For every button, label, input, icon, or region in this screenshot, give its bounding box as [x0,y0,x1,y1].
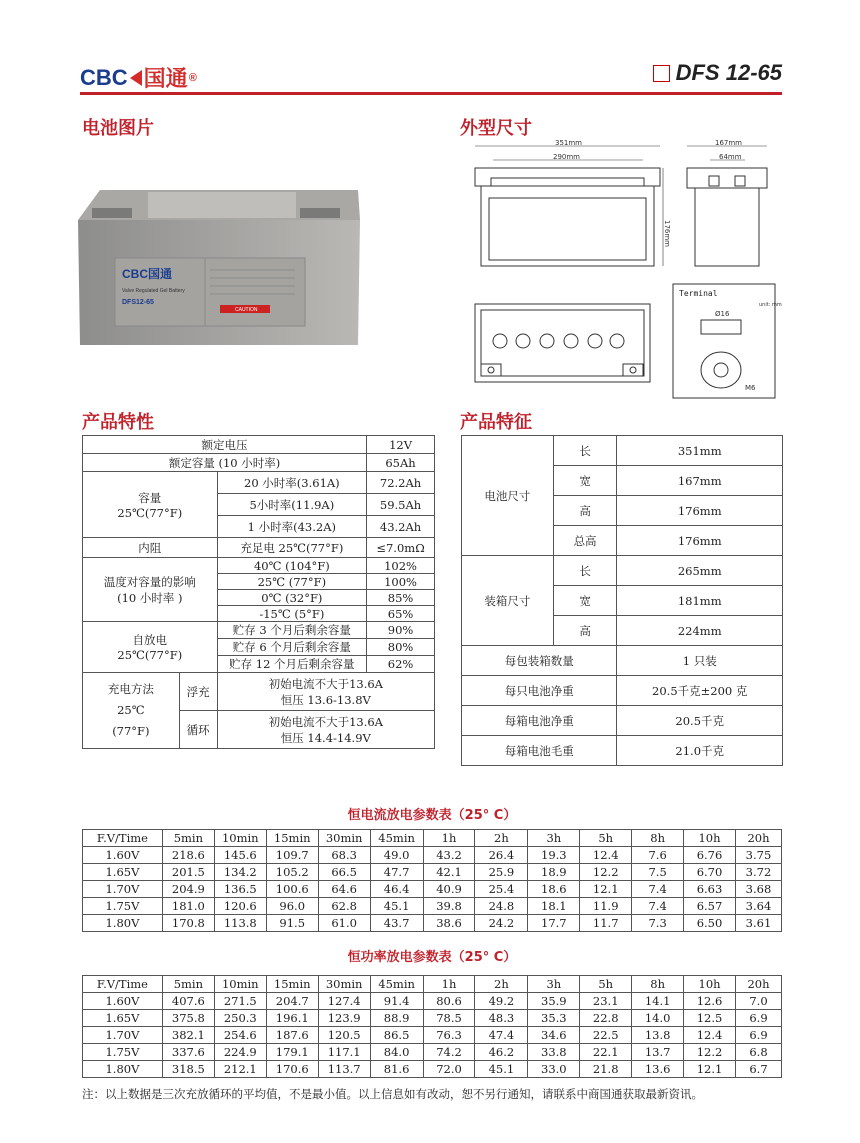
value-cell: 23.1 [580,993,632,1010]
cycle-spec: 初始电流不大于13.6A 恒压 14.4-14.9V [217,711,434,749]
value-cell: 12.4 [684,1027,736,1044]
capacity-value: 59.5Ah [367,494,435,516]
value-cell: 26.4 [475,847,528,864]
table-row [83,847,782,864]
voltage-cell: 1.70V [83,1027,163,1044]
battery-photo [70,140,390,360]
rated-voltage-label: 额定电压 [83,436,367,454]
internal-resistance-label: 内阻 [83,538,218,558]
registered-mark: ® [188,71,197,84]
value-cell: 271.5 [214,993,266,1010]
value-cell: 18.9 [528,864,580,881]
dimension-drawing [465,138,785,408]
model-name: DFS 12-65 [675,60,782,85]
value-cell: 3.75 [735,847,781,864]
value-cell: 12.2 [684,1044,736,1061]
size-key: 总高 [553,526,617,556]
header-cell: 5h [580,976,632,993]
value-cell: 35.9 [528,993,580,1010]
box-key: 宽 [553,586,617,616]
value-cell: 212.1 [214,1061,266,1078]
value-cell: 21.8 [580,1061,632,1078]
value-cell: 12.5 [684,1010,736,1027]
sd-storage: 贮存 6 个月后剩余容量 [217,639,367,656]
table-row [83,1061,782,1078]
value-cell: 196.1 [266,1010,318,1027]
sd-pct: 62% [367,656,435,673]
dim-inner: 290mm [553,153,580,161]
value-cell: 39.8 [423,898,475,915]
value-cell: 318.5 [162,1061,214,1078]
header-cell: 2h [475,830,528,847]
voltage-cell: 1.80V [83,1061,163,1078]
size-key: 宽 [553,466,617,496]
table-row [83,864,782,881]
value-cell: 17.7 [528,915,580,932]
value-cell: 120.5 [318,1027,370,1044]
logo-triangle-icon [130,70,142,86]
value-cell: 117.1 [318,1044,370,1061]
value-cell: 109.7 [266,847,318,864]
value-cell: 14.0 [632,1010,684,1027]
value-cell: 47.4 [475,1027,528,1044]
value-cell: 19.3 [528,847,580,864]
value-cell: 7.3 [632,915,684,932]
self-discharge-label: 自放电 25℃(77°F) [83,622,218,673]
value-cell: 43.2 [423,847,475,864]
value-cell: 3.68 [735,881,781,898]
value-cell: 254.6 [214,1027,266,1044]
header-cell: 15min [266,976,318,993]
value-cell: 14.1 [632,993,684,1010]
temp-pct: 65% [367,606,435,622]
cp-table-title: 恒功率放电参数表（25° C） [347,950,517,965]
temp-value: 25℃ (77°F) [217,574,367,590]
temp-pct: 102% [367,558,435,574]
characteristics-table [82,435,435,749]
value-cell: 22.5 [580,1027,632,1044]
header-cell: F.V/Time [83,976,163,993]
section-dimensions-title: 外型尺寸 [460,118,532,139]
value-cell: 127.4 [318,993,370,1010]
value-cell: 170.6 [266,1061,318,1078]
header-cell: 15min [266,830,318,847]
value-cell: 6.9 [735,1027,781,1044]
table-row [83,1044,782,1061]
value-cell: 375.8 [162,1010,214,1027]
value-cell: 12.1 [684,1061,736,1078]
terminal-bolt: M6 [745,384,756,392]
value-cell: 38.6 [423,915,475,932]
other-key: 每箱电池毛重 [462,736,617,766]
terminal-title: Terminal [679,289,718,298]
header-cell: 3h [528,830,580,847]
features-table [461,435,783,766]
value-cell: 46.4 [370,881,423,898]
size-key: 长 [553,436,617,466]
value-cell: 6.57 [684,898,736,915]
value-cell: 80.6 [423,993,475,1010]
value-cell: 250.3 [214,1010,266,1027]
value-cell: 34.6 [528,1027,580,1044]
header-cell: 8h [632,976,684,993]
value-cell: 12.2 [580,864,632,881]
value-cell: 25.9 [475,864,528,881]
value-cell: 201.5 [162,864,214,881]
value-cell: 86.5 [370,1027,423,1044]
value-cell: 35.3 [528,1010,580,1027]
value-cell: 3.72 [735,864,781,881]
float-spec: 初始电流不大于13.6A 恒压 13.6-13.8V [217,673,434,711]
dim-gap: 64mm [719,153,742,161]
value-cell: 218.6 [162,847,214,864]
dim-width: 167mm [715,139,742,147]
table-row [83,993,782,1010]
value-cell: 134.2 [214,864,266,881]
value-cell: 18.6 [528,881,580,898]
header-cell: 10h [684,976,736,993]
value-cell: 204.7 [266,993,318,1010]
unit-label: unit: mm [759,302,782,308]
rated-voltage-value: 12V [367,436,435,454]
temp-value: -15℃ (5°F) [217,606,367,622]
box-value: 181mm [617,586,783,616]
box-key: 长 [553,556,617,586]
value-cell: 49.2 [475,993,528,1010]
box-value: 224mm [617,616,783,646]
value-cell: 64.6 [318,881,370,898]
value-cell: 179.1 [266,1044,318,1061]
value-cell: 74.2 [423,1044,475,1061]
value-cell: 43.7 [370,915,423,932]
value-cell: 382.1 [162,1027,214,1044]
value-cell: 105.2 [266,864,318,881]
value-cell: 11.9 [580,898,632,915]
value-cell: 6.7 [735,1061,781,1078]
voltage-cell: 1.75V [83,898,163,915]
value-cell: 48.3 [475,1010,528,1027]
value-cell: 46.2 [475,1044,528,1061]
temp-value: 0℃ (32°F) [217,590,367,606]
value-cell: 22.1 [580,1044,632,1061]
size-value: 176mm [617,526,783,556]
value-cell: 3.61 [735,915,781,932]
temp-value: 40℃ (104°F) [217,558,367,574]
voltage-cell: 1.65V [83,864,163,881]
value-cell: 6.63 [684,881,736,898]
sd-pct: 90% [367,622,435,639]
sd-storage: 贮存 12 个月后剩余容量 [217,656,367,673]
value-cell: 81.6 [370,1061,423,1078]
value-cell: 6.50 [684,915,736,932]
cp-discharge-table [82,975,782,1078]
photo-model: DFS12-65 [122,299,154,306]
value-cell: 96.0 [266,898,318,915]
value-cell: 13.7 [632,1044,684,1061]
value-cell: 187.6 [266,1027,318,1044]
size-value: 167mm [617,466,783,496]
temp-pct: 100% [367,574,435,590]
capacity-value: 72.2Ah [367,472,435,494]
table-row [83,898,782,915]
header-cell: 2h [475,976,528,993]
table-row [83,881,782,898]
header-cell: 10h [684,830,736,847]
voltage-cell: 1.75V [83,1044,163,1061]
value-cell: 33.8 [528,1044,580,1061]
value-cell: 7.0 [735,993,781,1010]
value-cell: 136.5 [214,881,266,898]
photo-brand: CBC国通 [122,267,172,281]
value-cell: 13.8 [632,1027,684,1044]
other-value: 21.0千克 [617,736,783,766]
value-cell: 113.7 [318,1061,370,1078]
value-cell: 204.9 [162,881,214,898]
voltage-cell: 1.60V [83,993,163,1010]
sd-storage: 贮存 3 个月后剩余容量 [217,622,367,639]
box-value: 265mm [617,556,783,586]
value-cell: 47.7 [370,864,423,881]
photo-sub: Valve Regulated Gel Battery [122,288,185,294]
value-cell: 61.0 [318,915,370,932]
value-cell: 3.64 [735,898,781,915]
value-cell: 11.7 [580,915,632,932]
value-cell: 170.8 [162,915,214,932]
dim-length: 351mm [555,139,582,147]
value-cell: 224.9 [214,1044,266,1061]
other-value: 20.5千克±200 克 [617,676,783,706]
value-cell: 7.6 [632,847,684,864]
other-value: 1 只装 [617,646,783,676]
value-cell: 13.6 [632,1061,684,1078]
charge-method-label: 充电方法 25℃ (77°F) [83,673,180,749]
value-cell: 78.5 [423,1010,475,1027]
value-cell: 7.4 [632,898,684,915]
sd-pct: 80% [367,639,435,656]
value-cell: 45.1 [370,898,423,915]
other-value: 20.5千克 [617,706,783,736]
value-cell: 6.70 [684,864,736,881]
value-cell: 12.4 [580,847,632,864]
value-cell: 113.8 [214,915,266,932]
header-cell: 20h [735,976,781,993]
section-photo-title: 电池图片 [82,118,154,139]
terminal-dia: Ø16 [715,310,730,318]
section-characteristics-title: 产品特性 [82,412,154,433]
value-cell: 181.0 [162,898,214,915]
float-label: 浮充 [179,673,217,711]
rated-capacity-label: 额定容量 (10 小时率) [83,454,367,472]
table-row [83,1010,782,1027]
capacity-value: 43.2Ah [367,516,435,538]
header-cell: F.V/Time [83,830,163,847]
value-cell: 6.76 [684,847,736,864]
other-key: 每只电池净重 [462,676,617,706]
internal-resistance-value: ≤7.0mΩ [367,538,435,558]
value-cell: 18.1 [528,898,580,915]
header-cell: 3h [528,976,580,993]
value-cell: 145.6 [214,847,266,864]
value-cell: 62.8 [318,898,370,915]
header-cell: 5min [162,830,214,847]
internal-resistance-cond: 充足电 25℃(77°F) [217,538,367,558]
capacity-rate: 5小时率(11.9A) [217,494,367,516]
capacity-label: 容量 25℃(77°F) [83,472,218,538]
value-cell: 120.6 [214,898,266,915]
header-cell: 30min [318,976,370,993]
model-title [653,60,782,86]
table-row [83,1027,782,1044]
size-value: 176mm [617,496,783,526]
other-key: 每箱电池净重 [462,706,617,736]
voltage-cell: 1.80V [83,915,163,932]
temp-effect-label: 温度对容量的影响 (10 小时率 ) [83,558,218,622]
value-cell: 33.0 [528,1061,580,1078]
voltage-cell: 1.60V [83,847,163,864]
header-cell: 1h [423,830,475,847]
brand-cn: 国通 [143,67,188,92]
value-cell: 24.8 [475,898,528,915]
rated-capacity-value: 65Ah [367,454,435,472]
value-cell: 24.2 [475,915,528,932]
value-cell: 407.6 [162,993,214,1010]
size-value: 351mm [617,436,783,466]
value-cell: 91.5 [266,915,318,932]
value-cell: 45.1 [475,1061,528,1078]
checkbox-square-icon [653,65,670,82]
value-cell: 49.0 [370,847,423,864]
value-cell: 7.4 [632,881,684,898]
cc-discharge-table [82,829,782,932]
battery-size-label: 电池尺寸 [462,436,554,556]
value-cell: 25.4 [475,881,528,898]
voltage-cell: 1.65V [83,1010,163,1027]
value-cell: 6.9 [735,1010,781,1027]
header-cell: 10min [214,830,266,847]
value-cell: 91.4 [370,993,423,1010]
box-size-label: 装箱尺寸 [462,556,554,646]
cc-table-title: 恒电流放电参数表（25° C） [347,808,517,823]
header-cell: 1h [423,976,475,993]
value-cell: 123.9 [318,1010,370,1027]
header-cell: 5min [162,976,214,993]
value-cell: 84.0 [370,1044,423,1061]
header-cell: 45min [370,976,423,993]
value-cell: 76.3 [423,1027,475,1044]
value-cell: 42.1 [423,864,475,881]
header-cell: 45min [370,830,423,847]
value-cell: 12.6 [684,993,736,1010]
value-cell: 100.6 [266,881,318,898]
header-cell: 5h [580,830,632,847]
value-cell: 88.9 [370,1010,423,1027]
header-cell: 8h [632,830,684,847]
photo-caution: CAUTION [235,307,258,313]
value-cell: 72.0 [423,1061,475,1078]
value-cell: 68.3 [318,847,370,864]
value-cell: 6.8 [735,1044,781,1061]
voltage-cell: 1.70V [83,881,163,898]
cycle-label: 循环 [179,711,217,749]
section-features-title: 产品特征 [460,412,532,433]
value-cell: 7.5 [632,864,684,881]
header-cell: 30min [318,830,370,847]
value-cell: 12.1 [580,881,632,898]
value-cell: 22.8 [580,1010,632,1027]
value-cell: 40.9 [423,881,475,898]
dim-height: 176mm [663,220,671,247]
header-cell: 20h [735,830,781,847]
other-key: 每包装箱数量 [462,646,617,676]
size-key: 高 [553,496,617,526]
table-row [83,915,782,932]
value-cell: 66.5 [318,864,370,881]
footnote: 注：以上数据是三次充放循环的平均值，不是最小值。以上信息如有改动，恕不另行通知，请联系中商国通获取最新资讯。 [82,1087,703,1101]
value-cell: 337.6 [162,1044,214,1061]
brand-latin: CBC [80,64,128,90]
box-key: 高 [553,616,617,646]
temp-pct: 85% [367,590,435,606]
header-divider [80,92,782,95]
capacity-rate: 20 小时率(3.61A) [217,472,367,494]
header-cell: 10min [214,976,266,993]
capacity-rate: 1 小时率(43.2A) [217,516,367,538]
brand-logo [80,62,197,93]
